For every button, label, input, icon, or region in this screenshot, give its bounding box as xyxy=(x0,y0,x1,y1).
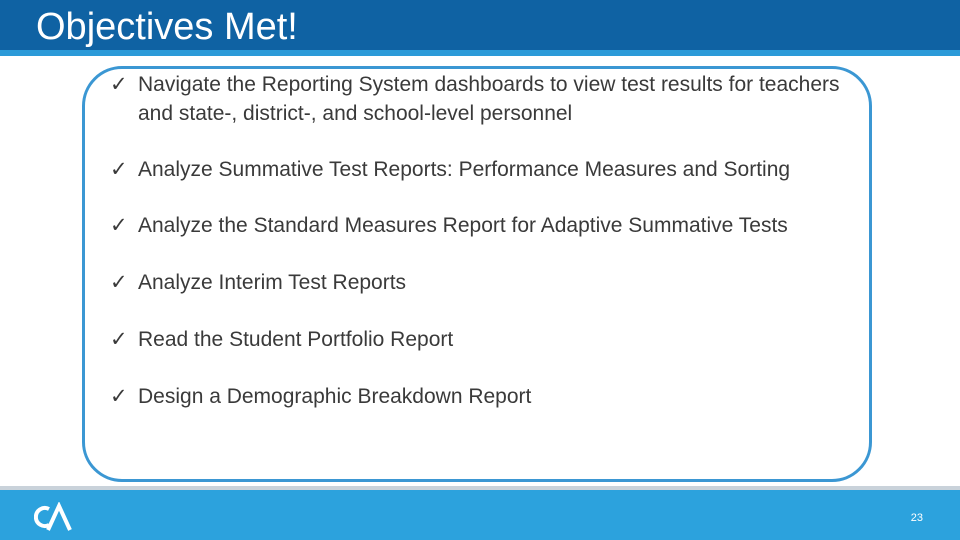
objective-text: Analyze Summative Test Reports: Performance Measures and Sorting xyxy=(138,158,791,181)
checkmark-icon: ✓ xyxy=(110,73,128,96)
objective-text: Design a Demographic Breakdown Report xyxy=(138,385,532,408)
objective-item xyxy=(110,211,850,240)
checkmark-icon: ✓ xyxy=(110,158,128,181)
objectives-list xyxy=(110,70,850,411)
checkmark-icon: ✓ xyxy=(110,385,128,408)
objective-text: Navigate the Reporting System dashboards to view test results for teachers and state-, district-, and school-level personnel xyxy=(138,73,840,125)
footer-bar xyxy=(0,490,960,540)
objective-item xyxy=(110,382,850,411)
slide-title: Objectives Met! xyxy=(36,6,298,48)
checkmark-icon: ✓ xyxy=(110,271,128,294)
checkmark-icon: ✓ xyxy=(110,214,128,237)
objective-item xyxy=(110,155,850,184)
objective-text: Analyze the Standard Measures Report for Adaptive Summative Tests xyxy=(138,214,788,237)
objective-item xyxy=(110,70,850,128)
objective-text: Read the Student Portfolio Report xyxy=(138,328,454,351)
objective-item xyxy=(110,325,850,354)
header-accent-stripe xyxy=(0,50,960,56)
ca-logo-icon xyxy=(34,502,74,532)
page-number: 23 xyxy=(910,512,923,524)
checkmark-icon: ✓ xyxy=(110,328,128,351)
objective-item xyxy=(110,268,850,297)
objective-text: Analyze Interim Test Reports xyxy=(138,271,407,294)
